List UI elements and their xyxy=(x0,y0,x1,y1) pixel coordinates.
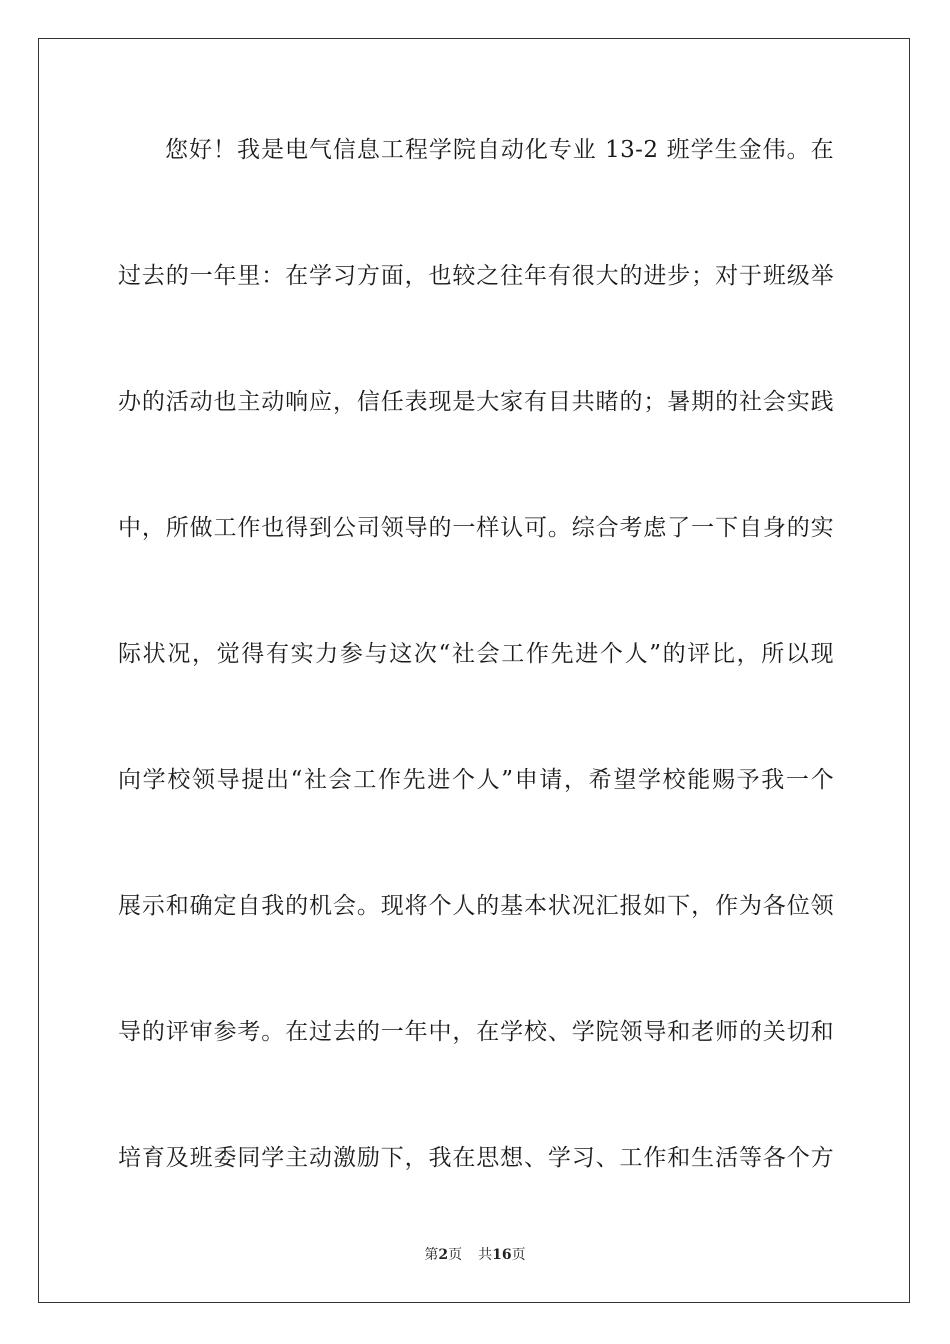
paragraph-line: 展示和确定自我的机会。现将个人的基本状况汇报如下，作为各位领 xyxy=(118,893,834,919)
paragraph-line: 培育及班委同学主动激励下，我在思想、学习、工作和生活等各个方 xyxy=(118,1145,834,1171)
page-number: 2 xyxy=(438,1247,449,1263)
page-suffix: 页 xyxy=(448,1247,463,1263)
page-prefix: 第 xyxy=(424,1247,439,1263)
document-body xyxy=(118,124,834,1258)
total-prefix: 共 xyxy=(478,1247,493,1263)
paragraph-line: 际状况，觉得有实力参与这次“社会工作先进个人”的评比，所以现 xyxy=(118,641,834,667)
page-footer xyxy=(0,1244,950,1264)
paragraph-line: 过去的一年里：在学习方面，也较之往年有很大的进步；对于班级举 xyxy=(118,263,834,289)
total-suffix: 页 xyxy=(511,1247,526,1263)
paragraph-line: 中，所做工作也得到公司领导的一样认可。综合考虑了一下自身的实 xyxy=(118,515,834,541)
paragraph-line: 导的评审参考。在过去的一年中，在学校、学院领导和老师的关切和 xyxy=(118,1019,834,1045)
paragraph-line: 您好！我是电气信息工程学院自动化专业 13-2 班学生金伟。在 xyxy=(165,137,834,163)
paragraph-line: 办的活动也主动响应，信任表现是大家有目共睹的；暑期的社会实践 xyxy=(118,389,834,415)
total-pages: 16 xyxy=(492,1247,512,1263)
paragraph-line: 向学校领导提出“社会工作先进个人”申请，希望学校能赐予我一个 xyxy=(118,767,834,793)
